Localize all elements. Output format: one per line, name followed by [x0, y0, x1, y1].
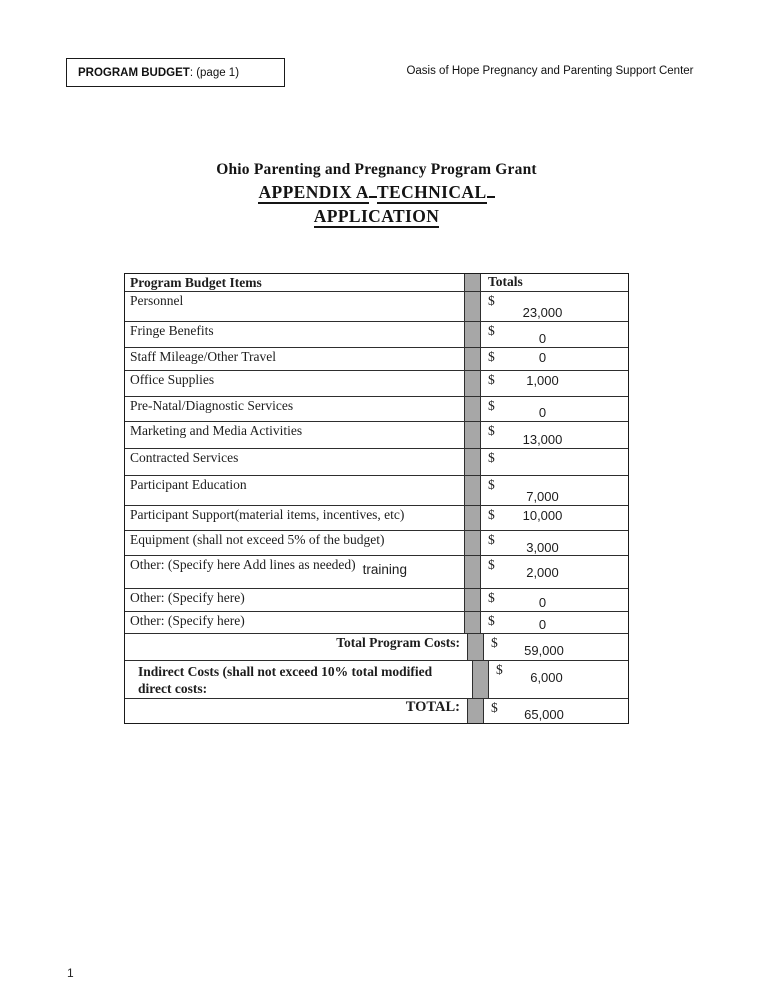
- gray-spacer-column: [468, 634, 484, 660]
- currency-sign: $: [488, 372, 495, 387]
- page-number: 1: [67, 966, 74, 980]
- budget-table: [124, 273, 629, 724]
- gray-spacer-column: [465, 292, 481, 321]
- row-total-cell: [481, 506, 628, 530]
- total-program-costs-row: [125, 633, 628, 660]
- title-technical: TECHNICAL: [376, 182, 487, 202]
- column-header-totals: Totals: [488, 274, 523, 289]
- title-line-1: Ohio Parenting and Pregnancy Program Grant: [216, 161, 537, 178]
- row-value: 0: [538, 350, 547, 365]
- currency-sign: $: [488, 532, 495, 547]
- table-row: [125, 370, 628, 396]
- gray-spacer-column: [465, 348, 481, 370]
- row-label: Participant Education: [125, 476, 465, 505]
- currency-sign: $: [491, 700, 498, 715]
- table-row: [125, 291, 628, 321]
- row-total-cell: [484, 699, 628, 723]
- row-total-cell: [481, 348, 628, 370]
- document-title: [0, 161, 753, 227]
- title-underline-space: [369, 196, 377, 198]
- title-appendix-a: APPENDIX A: [258, 182, 369, 202]
- row-value: 0: [538, 595, 547, 610]
- grand-total-row: [125, 698, 628, 723]
- row-label: Marketing and Media Activities: [125, 422, 465, 448]
- row-label: Other: (Specify here): [125, 612, 465, 633]
- row-total-cell: [489, 661, 628, 698]
- currency-sign: $: [488, 293, 495, 308]
- row-value: 65,000: [524, 707, 564, 722]
- row-total-cell: [481, 476, 628, 505]
- row-label: [125, 556, 465, 588]
- row-value: 0: [538, 331, 547, 346]
- currency-sign: $: [488, 323, 495, 338]
- row-label: Indirect Costs (shall not exceed 10% total modified direct costs:: [125, 661, 473, 698]
- table-row: [125, 421, 628, 448]
- row-value: 2,000: [526, 565, 559, 580]
- currency-sign: $: [488, 613, 495, 628]
- row-total-cell: [481, 556, 628, 588]
- row-total-cell: [481, 531, 628, 555]
- currency-sign: $: [491, 635, 498, 650]
- table-row: [125, 505, 628, 530]
- gray-spacer-column: [465, 556, 481, 588]
- gray-spacer-column: [465, 397, 481, 421]
- gray-spacer-column: [465, 589, 481, 611]
- title-line-2: [0, 182, 753, 203]
- row-total-cell: [481, 589, 628, 611]
- row-label: Office Supplies: [125, 371, 465, 396]
- program-budget-box: [66, 58, 285, 87]
- table-row: [125, 396, 628, 421]
- row-total-cell: [481, 322, 628, 347]
- table-row: [125, 611, 628, 633]
- row-label: Participant Support(material items, incentives, etc): [125, 506, 465, 530]
- row-value: 0: [538, 617, 547, 632]
- row-label-text: Other: (Specify here Add lines as needed): [130, 557, 356, 572]
- currency-sign: $: [488, 349, 495, 364]
- table-header-row: [125, 274, 628, 291]
- table-row: [125, 588, 628, 611]
- gray-spacer-column: [465, 476, 481, 505]
- currency-sign: $: [488, 477, 495, 492]
- row-total-cell: [481, 422, 628, 448]
- row-label: Equipment (shall not exceed 5% of the budget): [125, 531, 465, 555]
- currency-sign: $: [488, 423, 495, 438]
- row-value: 6,000: [530, 670, 563, 685]
- indirect-costs-row: [125, 660, 628, 698]
- gray-spacer-column: [465, 371, 481, 396]
- row-label: Total Program Costs:: [125, 634, 468, 660]
- row-total-cell: [481, 449, 628, 475]
- title-line-3: [0, 206, 753, 227]
- row-value: 10,000: [522, 508, 563, 523]
- title-underline-space-2: [487, 196, 495, 198]
- column-header-items: Program Budget Items: [125, 274, 465, 291]
- gray-spacer-column: [465, 322, 481, 347]
- row-value: 0: [538, 405, 547, 420]
- currency-sign: $: [488, 398, 495, 413]
- row-value: 3,000: [526, 540, 559, 555]
- row-total-cell: [484, 634, 628, 660]
- gray-spacer-column: [465, 506, 481, 530]
- row-value: 1,000: [526, 373, 559, 388]
- gray-spacer-column: [465, 449, 481, 475]
- gray-spacer-column: [468, 699, 484, 723]
- gray-spacer-column: [465, 422, 481, 448]
- row-label: Pre-Natal/Diagnostic Services: [125, 397, 465, 421]
- filled-in-value: training: [362, 562, 407, 577]
- program-budget-label: PROGRAM BUDGET: [78, 66, 190, 79]
- row-value: 23,000: [522, 305, 563, 320]
- table-row: [125, 321, 628, 347]
- currency-sign: $: [488, 507, 495, 522]
- row-label: Fringe Benefits: [125, 322, 465, 347]
- row-label: Other: (Specify here): [125, 589, 465, 611]
- table-row: [125, 347, 628, 370]
- row-value: 59,000: [524, 643, 564, 658]
- row-total-cell: [481, 612, 628, 633]
- row-total-cell: [481, 292, 628, 321]
- currency-sign: $: [496, 662, 503, 677]
- table-row: [125, 475, 628, 505]
- gray-spacer-column: [465, 612, 481, 633]
- row-value: 13,000: [522, 432, 563, 447]
- currency-sign: $: [488, 590, 495, 605]
- table-row: [125, 448, 628, 475]
- row-total-cell: [481, 371, 628, 396]
- gray-spacer-column: [473, 661, 489, 698]
- currency-sign: $: [488, 450, 495, 465]
- row-total-cell: [481, 397, 628, 421]
- row-label: Staff Mileage/Other Travel: [125, 348, 465, 370]
- page-indicator: : (page 1): [189, 66, 240, 79]
- table-row: [125, 530, 628, 555]
- gray-spacer-column: [465, 531, 481, 555]
- row-label: Personnel: [125, 292, 465, 321]
- title-application: APPLICATION: [313, 206, 440, 226]
- row-value: 7,000: [526, 489, 559, 504]
- gray-spacer-column: [465, 274, 481, 291]
- table-row: [125, 555, 628, 588]
- row-label: Contracted Services: [125, 449, 465, 475]
- row-label: TOTAL:: [125, 699, 468, 723]
- currency-sign: $: [488, 557, 495, 572]
- organization-name: Oasis of Hope Pregnancy and Parenting Support Center: [406, 65, 694, 77]
